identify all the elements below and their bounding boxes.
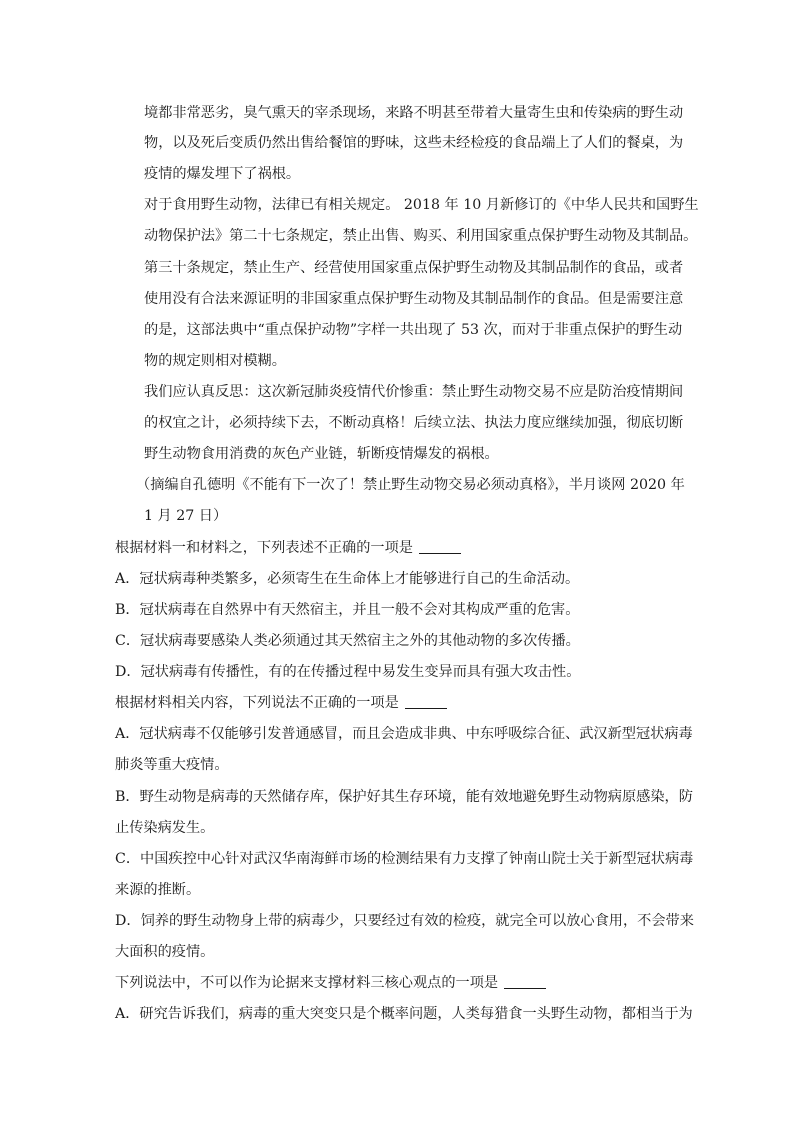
option-d: D．饲养的野生动物身上带的病毒少，只要经过有效的检疫，就完全可以放心食用，不会带来: [115, 913, 694, 929]
source-citation: 1 月 27 日）: [144, 508, 228, 524]
answer-blank[interactable]: [419, 539, 461, 554]
option-b: B．野生动物是病毒的天然储存库，保护好其生存环境，能有效地避免野生动物病原感染，防: [115, 789, 693, 805]
option-c: C．冠状病毒要感染人类必须通过其天然宿主之外的其他动物的多次传播。: [115, 633, 580, 649]
option-c: C．中国疾控中心针对武汉华南海鲜市场的检测结果有力支撑了钟南山院士关于新型冠状病毒: [115, 851, 694, 867]
paragraph-line: 物的规定则相对模糊。: [144, 353, 286, 369]
paragraph-line: 我们应认真反思：这次新冠肺炎疫情代价惨重：禁止野生动物交易不应是防治疫情期间: [144, 384, 684, 400]
question-stem: 下列说法中，不可以作为论据来支撑材料三核心观点的一项是: [115, 973, 546, 993]
paragraph-line: 动物保护法》第二十七条规定，禁止出售、购买、利用国家重点保护野生动物及其制品。: [144, 228, 698, 244]
paragraph-line: 的是，这部法典中“重点保护动物”字样一共出现了 53 次，而对于非重点保护的野生动: [144, 322, 683, 338]
paragraph-line: 第三十条规定，禁止生产、经营使用国家重点保护野生动物及其制品制作的食品，或者: [144, 260, 684, 276]
option-a-cont: 肺炎等重大疫情。: [115, 757, 229, 773]
answer-blank[interactable]: [504, 974, 546, 989]
option-a: A．研究告诉我们，病毒的重大突变只是个概率问题，人类每猎食一头野生动物，都相当于为: [115, 1006, 693, 1022]
paragraph-line: 对于食用野生动物，法律已有相关规定。 2018 年 10 月新修订的《中华人民共和国野生: [144, 197, 699, 213]
source-citation: （摘编自孔德明《不能有下一次了！禁止野生动物交易必须动真格》，半月谈网 2020 年: [136, 477, 685, 493]
paragraph-line: 使用没有合法来源证明的非国家重点保护野生动物及其制品制作的食品。但是需要注意: [144, 291, 684, 307]
option-d-cont: 大面积的疫情。: [115, 944, 215, 960]
paragraph-line: 物，以及死后变质仍然出售给餐馆的野味，这些未经检疫的食品端上了人们的餐桌，为: [144, 135, 684, 151]
paragraph-line: 的权宜之计，必须持续下去，不断动真格！后续立法、执法力度应继续加强，彻底切断: [144, 415, 684, 431]
paragraph-line: 疫情的爆发埋下了祸根。: [144, 166, 301, 182]
question-stem: 根据材料相关内容，下列说法不正确的一项是: [115, 693, 447, 713]
question-stem: 根据材料一和材料之，下列表述不正确的一项是: [115, 538, 461, 558]
answer-blank[interactable]: [405, 694, 447, 709]
paragraph-line: 野生动物食用消费的灰色产业链，斩断疫情爆发的祸根。: [144, 446, 499, 462]
option-b: B．冠状病毒在自然界中有天然宿主，并且一般不会对其构成严重的危害。: [115, 602, 580, 618]
option-a: A．冠状病毒不仅能够引发普通感冒，而且会造成非典、中东呼吸综合征、武汉新型冠状病毒: [115, 726, 693, 742]
option-b-cont: 止传染病发生。: [115, 820, 215, 836]
option-a: A．冠状病毒种类繁多，必须寄生在生命体上才能够进行自己的生命活动。: [115, 571, 580, 587]
paragraph-line: 境都非常恶劣，臭气熏天的宰杀现场，来路不明甚至带着大量寄生虫和传染病的野生动: [144, 105, 684, 121]
option-c-cont: 来源的推断。: [115, 882, 201, 898]
option-d: D．冠状病毒有传播性，有的在传播过程中易发生变异而具有强大攻击性。: [115, 664, 581, 680]
